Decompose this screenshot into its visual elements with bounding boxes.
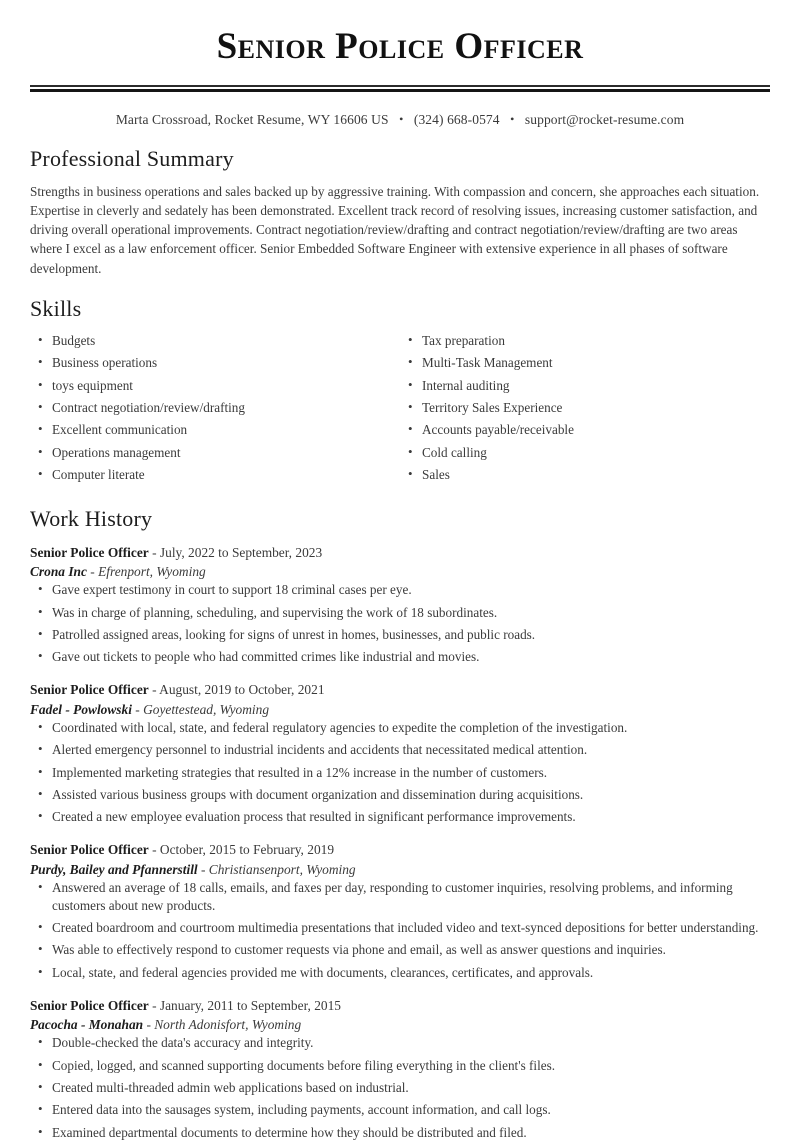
skill-item: • Territory Sales Experience: [400, 399, 770, 417]
skill-item: • Excellent communication: [30, 421, 400, 439]
job-bullet-item: • Coordinated with local, state, and federal regulatory agencies to expedite the completion of the investigation.: [30, 719, 770, 737]
job-bullet-item: • Was in charge of planning, scheduling, and supervising the work of 18 subordinates.: [30, 604, 770, 622]
skill-item: • Computer literate: [30, 466, 400, 484]
job-dates: August, 2019 to October, 2021: [159, 682, 325, 698]
job-location: Christiansenport, Wyoming: [208, 861, 356, 877]
job-bullet-item: • Entered data into the sausages system, including payments, account information, and call logs.: [30, 1101, 770, 1119]
work-history-entry: [30, 840, 770, 981]
skill-item: • Business operations: [30, 354, 400, 372]
job-bullet-list: [30, 581, 770, 666]
job-company-line: [30, 860, 770, 879]
job-bullet-list: [30, 1034, 770, 1141]
contact-phone: (324) 668-0574: [413, 111, 500, 127]
job-title: Senior Police Officer: [30, 544, 149, 560]
contact-email: support@rocket-resume.com: [524, 111, 685, 127]
job-company-line: [30, 562, 770, 581]
job-bullet-item: • Gave out tickets to people who had committed crimes like industrial and movies.: [30, 648, 770, 666]
job-bullet-item: • Local, state, and federal agencies provided me with documents, clearances, certificates, and approvals.: [30, 964, 770, 982]
job-location: Goyettestead, Wyoming: [143, 701, 270, 717]
contact-info: [30, 112, 770, 128]
job-location: Efrenport, Wyoming: [98, 564, 206, 580]
job-company: Purdy, Bailey and Pfannerstill: [30, 861, 198, 877]
job-company-line: [30, 700, 770, 719]
job-line-separator: -: [197, 861, 209, 877]
job-company-line: [30, 1015, 770, 1034]
job-bullet-list: [30, 719, 770, 826]
job-title-line: [30, 996, 770, 1015]
section-work-history: [30, 506, 770, 1141]
skill-item: • Internal auditing: [400, 377, 770, 395]
skills-list-left: [30, 332, 400, 484]
job-line-separator: -: [86, 564, 99, 580]
job-bullet-item: • Created boardroom and courtroom multimedia presentations that included video and text-synced depositions for better understanding.: [30, 919, 770, 937]
job-bullet-item: • Copied, logged, and scanned supporting documents before filing everything in the client's files.: [30, 1057, 770, 1075]
job-company: Pacocha - Monahan: [30, 1017, 144, 1033]
header-divider: [30, 85, 770, 92]
job-bullet-item: • Created a new employee evaluation process that resulted in significant performance improvements.: [30, 808, 770, 826]
job-company: Crona Inc: [30, 564, 87, 580]
job-location: North Adonisfort, Wyoming: [154, 1017, 302, 1033]
skill-item: • Contract negotiation/review/drafting: [30, 399, 400, 417]
job-bullet-list: [30, 879, 770, 982]
job-title-line: [30, 543, 770, 562]
skills-list-right: [400, 332, 770, 484]
contact-separator-2: •: [510, 111, 515, 126]
contact-separator-1: •: [399, 111, 404, 126]
section-heading-summary: Professional Summary: [30, 145, 234, 171]
job-title: Senior Police Officer: [30, 842, 149, 858]
job-bullet-item: • Was able to effectively respond to customer requests via phone and email, as well as answer questions and inquiries.: [30, 941, 770, 959]
job-title: Senior Police Officer: [30, 682, 149, 698]
job-company: Fadel - Powlowski: [30, 701, 132, 717]
work-history-entry: [30, 680, 770, 826]
work-history-entry: [30, 996, 770, 1142]
work-history-list: [30, 543, 770, 1142]
job-dates: January, 2011 to September, 2015: [159, 997, 341, 1013]
skill-item: • Tax preparation: [400, 332, 770, 350]
job-bullet-item: • Assisted various business groups with document organization and dissemination during acquisitions.: [30, 786, 770, 804]
job-dates: July, 2022 to September, 2023: [159, 544, 323, 560]
skill-item: • Budgets: [30, 332, 400, 350]
job-title: Senior Police Officer: [30, 997, 149, 1013]
skill-item: • Operations management: [30, 444, 400, 462]
job-bullet-item: • Answered an average of 18 calls, emails, and faxes per day, responding to customer inquiries, resolving problems, and informing customers about new products.: [30, 879, 770, 915]
job-line-separator: -: [131, 701, 144, 717]
skill-item: • Sales: [400, 466, 770, 484]
skills-columns: [30, 332, 770, 488]
skill-item: • toys equipment: [30, 377, 400, 395]
job-dates: October, 2015 to February, 2019: [159, 842, 335, 858]
skills-column-left: [30, 332, 400, 488]
skill-item: • Accounts payable/receivable: [400, 421, 770, 439]
job-bullet-item: • Implemented marketing strategies that resulted in a 12% increase in the number of customers.: [30, 764, 770, 782]
contact-address: Marta Crossroad, Rocket Resume, WY 16606 US: [115, 111, 389, 127]
section-skills: [30, 296, 770, 489]
section-heading-skills: Skills: [30, 295, 82, 321]
page-title: Senior Police Officer: [216, 26, 584, 67]
job-line-separator: -: [148, 682, 160, 698]
work-history-entry: [30, 543, 770, 667]
job-line-separator: -: [148, 997, 160, 1013]
job-bullet-item: • Created multi-threaded admin web applications based on industrial.: [30, 1079, 770, 1097]
job-line-separator: -: [143, 1017, 155, 1033]
job-title-line: [30, 840, 770, 859]
section-professional-summary: [30, 146, 770, 278]
job-line-separator: -: [148, 842, 160, 858]
divider-line-bottom: [30, 89, 770, 92]
skills-column-right: [400, 332, 770, 488]
section-heading-work-history: Work History: [30, 506, 153, 532]
job-title-line: [30, 680, 770, 699]
job-bullet-item: • Alerted emergency personnel to industrial incidents and accidents that necessitated medical attention.: [30, 741, 770, 759]
job-bullet-item: • Gave expert testimony in court to support 18 criminal cases per eye.: [30, 581, 770, 599]
job-bullet-item: • Examined departmental documents to determine how they should be distributed and filed.: [30, 1124, 770, 1142]
job-line-separator: -: [148, 544, 160, 560]
job-bullet-item: • Patrolled assigned areas, looking for signs of unrest in homes, businesses, and public roads.: [30, 626, 770, 644]
skill-item: • Multi-Task Management: [400, 354, 770, 372]
skill-item: • Cold calling: [400, 444, 770, 462]
job-bullet-item: • Double-checked the data's accuracy and integrity.: [30, 1034, 770, 1052]
summary-paragraph: Strengths in business operations and sales backed up by aggressive training. With compassion and concern, she approaches each situation. Expertise in cleverly and sedately has been demonstrated. Excellent track record of resolving issues, increasing customer satisfaction, and driving overall operational improvements. Contract negotiation/review/drafting and contract negotiation/review/drafting are two areas where I excel as a law enforcement officer. Senior Embedded Software Engineer with extensive experience in all phases of software development.: [30, 183, 760, 276]
